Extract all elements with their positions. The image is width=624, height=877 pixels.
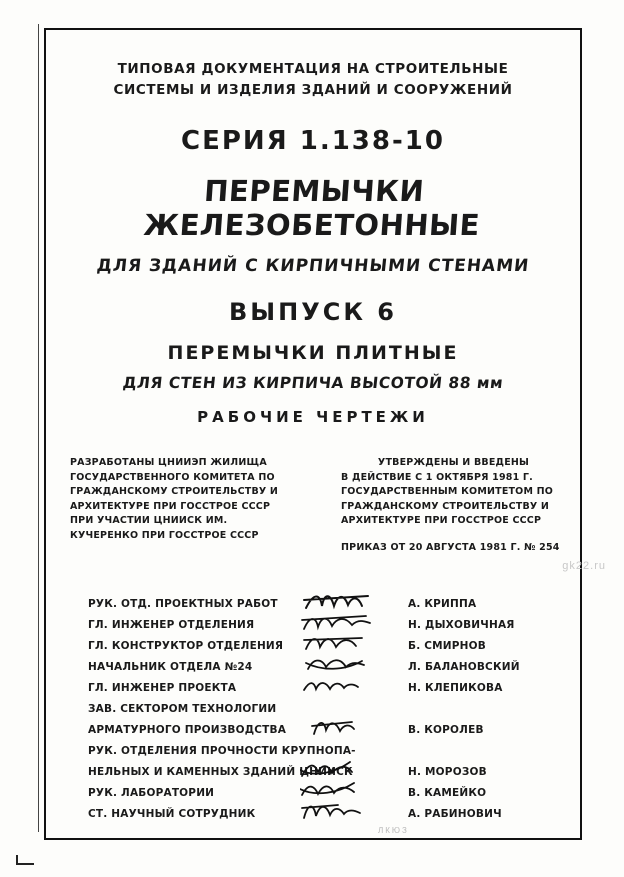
handwritten-signature-icon — [300, 803, 396, 824]
signatory-name: Н. МОРОЗОВ — [408, 765, 487, 778]
signatory-name: А. РАБИНОВИЧ — [408, 807, 502, 820]
signature-role: ЗАВ. СЕКТОРОМ ТЕХНОЛОГИИ — [88, 702, 277, 715]
handwritten-signature-icon — [300, 677, 396, 698]
developed-by-line-2: ГОСУДАРСТВЕННОГО КОМИТЕТА ПО — [70, 471, 275, 483]
header-line-2: СИСТЕМЫ И ИЗДЕЛИЯ ЗДАНИЙ И СООРУЖЕНИЙ — [113, 82, 513, 98]
developed-by-line-4: АРХИТЕКТУРЕ ПРИ ГОССТРОЕ СССР — [70, 500, 271, 512]
signature-role: ГЛ. ИНЖЕНЕР ОТДЕЛЕНИЯ — [88, 618, 255, 631]
page-content — [60, 42, 566, 826]
series-number: СЕРИЯ 1.138-10 — [181, 126, 445, 156]
bottom-smudge-text: ЛКЮЗ — [378, 826, 409, 835]
approved-by-line-4: ГРАЖДАНСКОМУ СТРОИТЕЛЬСТВУ И — [341, 500, 550, 512]
signatory-name: В. КАМЕЙКО — [408, 786, 487, 799]
signatory-name: Н. ДЫХОВИЧНАЯ — [408, 618, 515, 631]
signature-role: НЕЛЬНЫХ И КАМЕННЫХ ЗДАНИЙ ЦНИИСК — [88, 765, 353, 778]
signatory-name: Л. БАЛАНОВСКИЙ — [408, 660, 520, 673]
watermark-text: gk22.ru — [562, 560, 606, 572]
document-subtitle: ДЛЯ ЗДАНИЙ С КИРПИЧНЫМИ СТЕНАМИ — [95, 256, 531, 276]
approved-by-line-3: ГОСУДАРСТВЕННЫМ КОМИТЕТОМ ПО — [341, 486, 554, 497]
issue-title: ПЕРЕМЫЧКИ ПЛИТНЫЕ — [167, 342, 459, 364]
developed-by-line-5: ПРИ УЧАСТИИ ЦНИИСК ИМ. — [70, 515, 228, 526]
issue-number: ВЫПУСК 6 — [228, 298, 398, 326]
drawings-label: РАБОЧИЕ ЧЕРТЕЖИ — [197, 408, 429, 426]
signature-role: СТ. НАУЧНЫЙ СОТРУДНИК — [88, 807, 256, 820]
developed-by-line-3: ГРАЖДАНСКОМУ СТРОИТЕЛЬСТВУ И — [70, 486, 279, 497]
header-line-1: ТИПОВАЯ ДОКУМЕНТАЦИЯ НА СТРОИТЕЛЬНЫЕ — [117, 61, 509, 77]
developed-by-block — [60, 456, 285, 543]
developed-by-line-6: КУЧЕРЕНКО ПРИ ГОССТРОЕ СССР — [70, 529, 259, 541]
signature-row — [88, 677, 566, 698]
document-title: ПЕРЕМЫЧКИ ЖЕЛЕЗОБЕТОННЫЕ — [142, 174, 482, 242]
signature-row — [88, 719, 566, 740]
signatory-name: В. КОРОЛЕВ — [408, 723, 484, 736]
developed-by-line-1: РАЗРАБОТАНЫ ЦНИИЭП ЖИЛИЩА — [70, 457, 267, 468]
signature-role: ГЛ. КОНСТРУКТОР ОТДЕЛЕНИЯ — [88, 639, 284, 652]
approved-by-block — [337, 456, 566, 555]
signature-role: ГЛ. ИНЖЕНЕР ПРОЕКТА — [88, 681, 237, 694]
signature-role: РУК. ОТД. ПРОЕКТНЫХ РАБОТ — [88, 597, 278, 610]
approval-order: ПРИКАЗ ОТ 20 АВГУСТА 1981 Г. № 254 — [341, 541, 560, 553]
signature-row — [88, 803, 566, 824]
approved-by-line-5: АРХИТЕКТУРЕ ПРИ ГОССТРОЕ СССР — [341, 515, 542, 526]
approved-by-line-1: УТВЕРЖДЕНЫ И ВВЕДЕНЫ — [377, 457, 530, 468]
signatory-name: Н. КЛЕПИКОВА — [408, 681, 503, 694]
signatory-name: Б. СМИРНОВ — [408, 639, 487, 652]
corner-scan-mark — [16, 855, 34, 865]
signature-role: РУК. ЛАБОРАТОРИИ — [88, 786, 215, 799]
signatures-block — [60, 593, 566, 824]
approved-by-line-2: В ДЕЙСТВИЕ С 1 ОКТЯБРЯ 1981 Г. — [341, 471, 533, 483]
issue-subtitle: ДЛЯ СТЕН ИЗ КИРПИЧА ВЫСОТОЙ 88 мм — [121, 374, 505, 392]
handwritten-signature-icon — [300, 719, 396, 740]
signature-role: РУК. ОТДЕЛЕНИЯ ПРОЧНОСТИ КРУПНОПА- — [88, 744, 356, 757]
signature-role: НАЧАЛЬНИК ОТДЕЛА №24 — [88, 660, 253, 673]
signature-role: АРМАТУРНОГО ПРОИЗВОДСТВА — [88, 723, 287, 736]
signatory-name: А. КРИППА — [408, 597, 477, 610]
organizations-block — [60, 456, 566, 555]
